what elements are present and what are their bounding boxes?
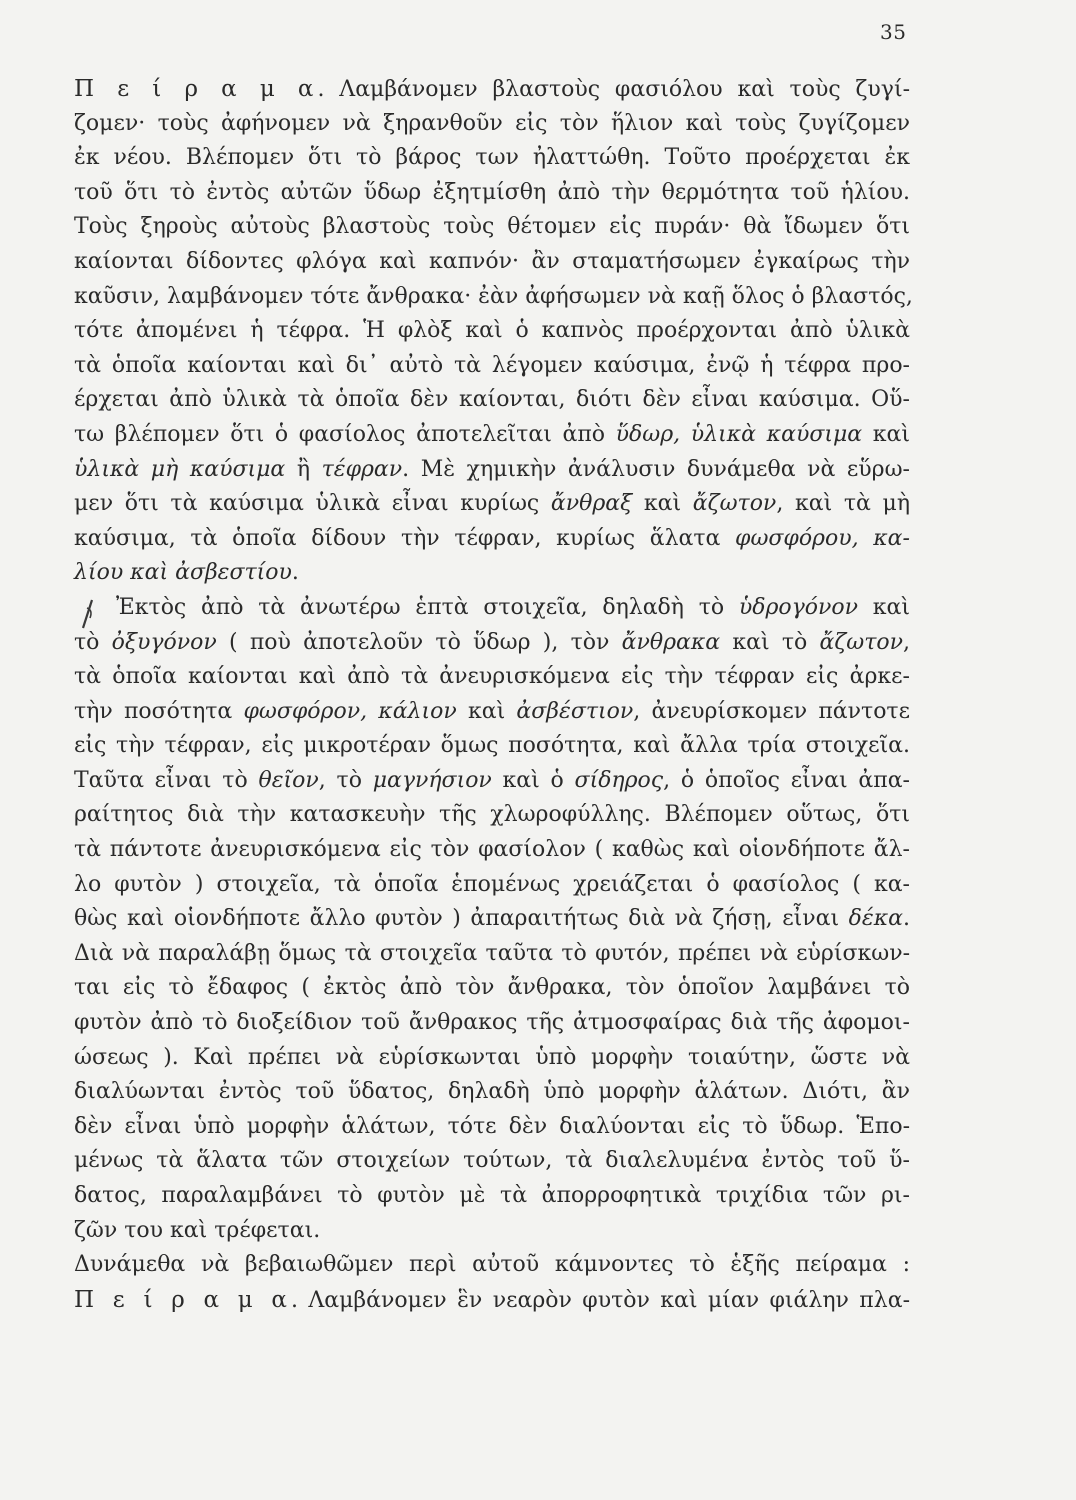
text-line: ώσεως ). Καὶ πρέπει νὰ εὑρίσκωνται ὑπὸ μορφὴν τοιαύτην, ὥστε νὰ — [74, 1044, 910, 1070]
emphasis: ἄζωτον — [819, 629, 903, 655]
text-line: καῦσιν, λαμβάνομεν τότε ἄνθρακα· ἐὰν ἀφήσωμεν νὰ καῇ ὅλος ὁ βλαστός, — [74, 283, 913, 309]
text-line: δατος, παραλαμβάνει τὸ φυτὸν μὲ τὰ ἀπορροφητικὰ τριχίδια τῶν ρι- — [74, 1183, 910, 1208]
emphasis: ὑλικὰ μὴ καύσιμα — [74, 456, 286, 482]
emphasis: ἀσβέστιον — [516, 698, 634, 724]
text-line: έρχεται ἀπὸ ὑλικὰ τὰ ὁποῖα δὲν καίονται, διότι δὲν εἶναι καύσιμα. Οὕ- — [74, 387, 910, 413]
text-line: Π ε ί ρ α μ α. Λαμβάνομεν βλαστοὺς φασιόλου καὶ τοὺς ζυγί- — [74, 76, 911, 102]
emphasis: φωσφόρου, κα- — [735, 525, 910, 551]
text-line: ζῶν του καὶ τρέφεται. — [74, 1217, 321, 1243]
emphasis: ὀξυγόνον — [111, 629, 217, 655]
text-line: καύσιμα, τὰ ὁποῖα δίδουν τὴν τέφραν, κυρίως ἅλατα φωσφόρου, κα- — [74, 525, 910, 551]
text-line: τὸ ὀξυγόνον ( ποὺ ἀποτελοῦν τὸ ὕδωρ ), τὸν ἄνθρακα καὶ τὸ ἄζωτον, — [74, 629, 910, 655]
text-line: Ταῦτα εἶναι τὸ θεῖον, τὸ μαγνήσιον καὶ ὁ σίδηρος, ὁ ὁποῖος εἶναι ἀπα- — [74, 767, 910, 793]
text-line: καίονται δίδοντες φλόγα καὶ καπνόν· ἂν σταματήσωμεν ἐγκαίρως τὴν — [74, 248, 910, 274]
text-line: ὑλικὰ μὴ καύσιμα ἢ τέφραν. Μὲ χημικὴν ἀνάλυσιν δυνάμεθα νὰ εὕρω- — [74, 456, 910, 482]
text-line: Π ε ί ρ α μ α. Λαμβάνομεν ἓν νεαρὸν φυτὸν καὶ μίαν φιάλην πλα- — [74, 1286, 911, 1313]
text-line: διαλύωνται ἐντὸς τοῦ ὕδατος, δηλαδὴ ὑπὸ μορφὴν ἁλάτων. Διότι, ἂν — [74, 1079, 910, 1105]
text-line: τὴν ποσότητα φωσφόρον, κάλιον καὶ ἀσβέστιον, ἀνευρίσκομεν πάντοτε — [74, 698, 911, 724]
text-line: τὰ ὁποῖα καίονται καὶ δι᾽ αὐτὸ τὰ λέγομεν καύσιμα, ἐνῷ ἡ τέφρα προ- — [74, 352, 910, 378]
text-line: Ἐκτὸς ἀπὸ τὰ ἀνωτέρω ἑπτὰ στοιχεῖα, δηλαδὴ τὸ ὑδρογόνον καὶ — [74, 591, 910, 626]
text-line: Τοὺς ξηροὺς αὐτοὺς βλαστοὺς τοὺς θέτομεν εἰς πυράν· θὰ ἴδωμεν ὅτι — [74, 214, 910, 240]
emphasis: τέφραν — [321, 456, 403, 482]
section-heading: Π ε ί ρ α μ α — [74, 76, 318, 102]
text-line: λο φυτὸν ) στοιχεῖα, τὰ ὁποῖα ἑπομένως χρειάζεται ὁ φασίολος ( κα- — [74, 871, 910, 897]
text-line: μένως τὰ ἅλατα τῶν στοιχείων τούτων, τὰ διαλελυμένα ἐντὸς τοῦ ὕ- — [74, 1148, 910, 1174]
text-line: θὼς καὶ οἱονδήποτε ἄλλο φυτὸν ) ἀπαραιτήτως διὰ νὰ ζήσῃ, εἶναι δέκα. — [74, 906, 910, 932]
text-line: Δυνάμεθα νὰ βεβαιωθῶμεν περὶ αὐτοῦ κάμνοντες τὸ ἑξῆς πείραμα : — [74, 1252, 910, 1278]
emphasis: ὕδωρ, ὑλικὰ καύσιμα — [615, 421, 863, 447]
text-line: Διὰ νὰ παραλάβῃ ὅμως τὰ στοιχεῖα ταῦτα τὸ φυτόν, πρέπει νὰ εὑρίσκων- — [74, 940, 910, 966]
text-line: τότε ἀπομένει ἡ τέφρα. Ἡ φλὸξ καὶ ὁ καπνὸς προέρχονται ἀπὸ ὑλικὰ — [74, 318, 910, 344]
text-line: δὲν εἶναι ὑπὸ μορφὴν ἁλάτων, τότε δὲν διαλύονται εἰς τὸ ὕδωρ. Ἑπο- — [74, 1113, 910, 1139]
emphasis: ἄνθρακα — [621, 629, 721, 655]
text-line: ζομεν· τοὺς ἀφήνομεν νὰ ξηρανθοῦν εἰς τὸν ἥλιον καὶ τοὺς ζυγίζομεν — [74, 110, 910, 136]
text-line: τὰ πάντοτε ἀνευρισκόμενα εἰς τὸν φασίολον ( καθὼς καὶ οἱονδήποτε ἄλ- — [74, 837, 910, 863]
text-line: τω βλέπομεν ὅτι ὁ φασίολος ἀποτελεῖται ἀπὸ ὕδωρ, ὑλικὰ καύσιμα καὶ — [74, 421, 910, 447]
emphasis: ἄνθραξ — [550, 491, 633, 517]
text-body — [74, 72, 913, 1317]
text-line: ἐκ νέου. Βλέπομεν ὅτι τὸ βάρος των ἠλαττώθη. Τοῦτο προέρχεται ἐκ — [74, 145, 910, 171]
emphasis: μαγνήσιον — [372, 767, 492, 793]
page-number: 35 — [880, 20, 907, 44]
emphasis: φωσφόρον, κάλιον — [243, 698, 457, 724]
text-line: φυτὸν ἀπὸ τὸ διοξείδιον τοῦ ἄνθρακος τῆς ἀτμοσφαίρας διὰ τῆς ἀφομοι- — [74, 1010, 910, 1036]
emphasis: λίου καὶ ἀσβεστίου — [74, 560, 292, 586]
emphasis: θεῖον — [258, 767, 319, 793]
text-line: ται εἰς τὸ ἔδαφος ( ἐκτὸς ἀπὸ τὸν ἄνθρακα, τὸν ὁποῖον λαμβάνει τὸ — [74, 975, 910, 1001]
text-line: ραίτητος διὰ τὴν κατασκευὴν τῆς χλωροφύλλης. Βλέπομεν οὕτως, ὅτι — [74, 802, 910, 828]
text-line: τοῦ ὅτι τὸ ἐντὸς αὐτῶν ὕδωρ ἐξητμίσθη ἀπὸ τὴν θερμότητα τοῦ ἡλίου. — [74, 179, 910, 205]
text-line: τὰ ὁποῖα καίονται καὶ ἀπὸ τὰ ἀνευρισκόμενα εἰς τὴν τέφραν εἰς ἀρκε- — [74, 664, 910, 690]
emphasis: ὑδρογόνον — [738, 594, 859, 620]
emphasis: δέκα — [848, 906, 903, 932]
text-line: εἰς τὴν τέφραν, εἰς μικροτέραν ὅμως ποσότητα, καὶ ἄλλα τρία στοιχεῖα. — [74, 733, 910, 759]
text-line: λίου καὶ ἀσβεστίου. — [74, 560, 299, 586]
emphasis: ἄζωτον — [692, 491, 777, 517]
emphasis: σίδηρος — [574, 767, 664, 793]
section-heading: Π ε ί ρ α μ α — [74, 1286, 291, 1313]
text-line: μεν ὅτι τὰ καύσιμα ὑλικὰ εἶναι κυρίως ἄνθραξ καὶ ἄζωτον, καὶ τὰ μὴ — [74, 491, 911, 517]
